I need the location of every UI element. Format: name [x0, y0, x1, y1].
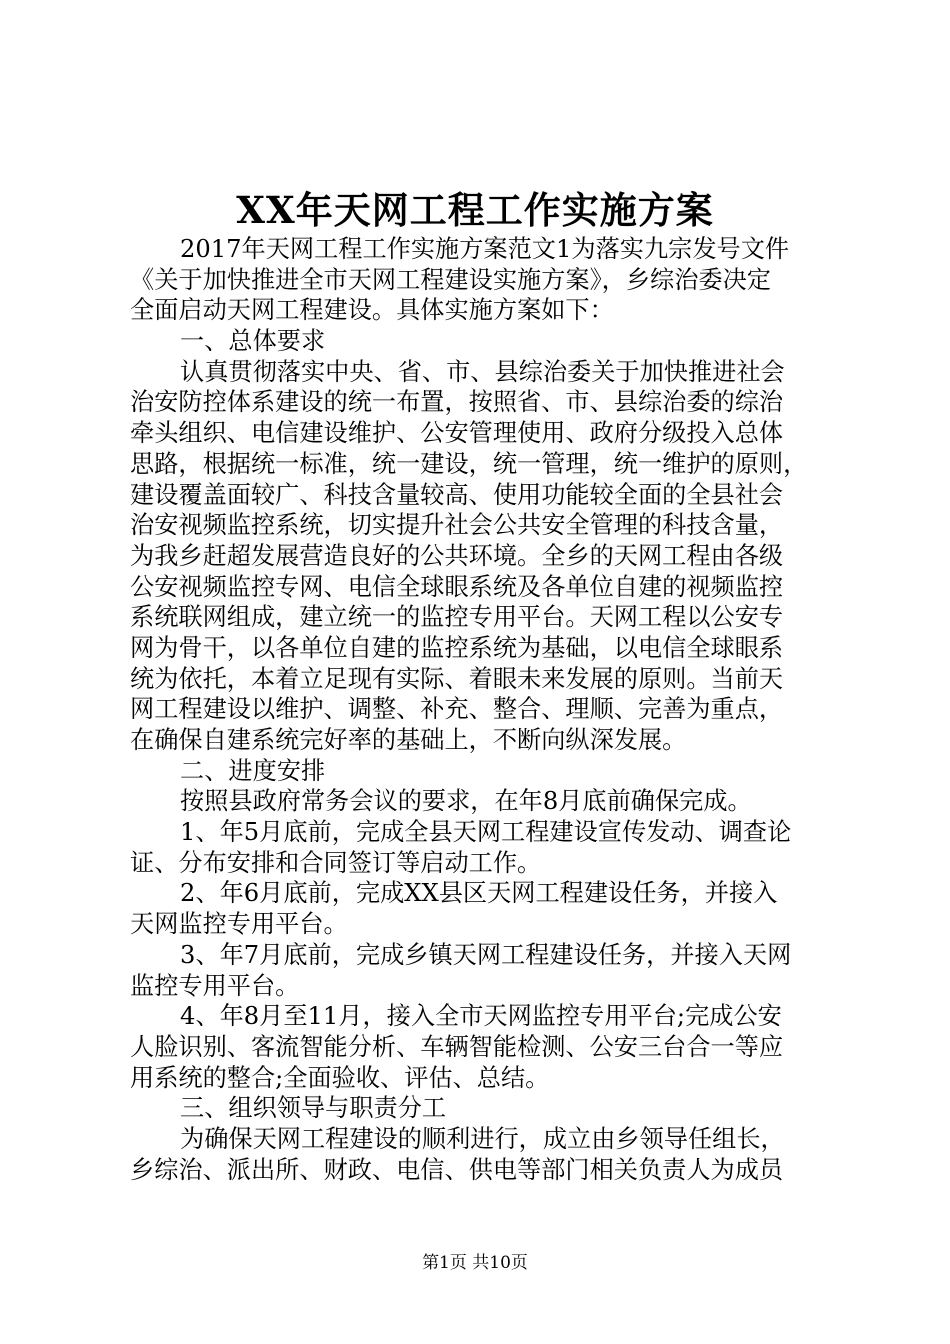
body-line: 按照县政府常务会议的要求，在年8月底前确保完成。 [180, 787, 752, 816]
body-line: 监控专用平台。 [130, 971, 300, 1000]
body-line: 一、总体要求 [180, 327, 326, 356]
page-footer: 第1页 共10页 [422, 1253, 528, 1273]
body-line: 网为骨干，以各单位自建的监控系统为基础，以电信全球眼系 [130, 633, 784, 662]
body-line: 网工程建设以维护、调整、补充、整合、理顺、完善为重点， [130, 695, 784, 724]
body-line: 系统联网组成，建立统一的监控专用平台。天网工程以公安专 [130, 603, 784, 632]
body-line: 治安防控体系建设的统一布置，按照省、市、县综治委的综治 [130, 388, 784, 417]
body-line: 证、分布安排和合同签订等启动工作。 [130, 848, 542, 877]
body-line: 治安视频监控系统，切实提升社会公共安全管理的科技含量， [130, 511, 784, 540]
body-line: 《关于加快推进全市天网工程建设实施方案》，乡综治委决定 [130, 265, 771, 294]
body-line: 二、进度安排 [180, 756, 326, 785]
body-line: 人脸识别、客流智能分析、车辆智能检测、公安三台合一等应 [130, 1032, 784, 1061]
body-line: 2017年天网工程工作实施方案范文1为落实九宗发号文件 [180, 235, 790, 263]
body-line: 建设覆盖面较广、科技含量较高、使用功能较全面的全县社会 [130, 480, 784, 509]
body-line: 1、年5月底前，完成全县天网工程建设宣传发动、调查论 [180, 818, 792, 847]
body-line: 用系统的整合;全面验收、评估、总结。 [130, 1063, 550, 1092]
body-line: 为我乡赶超发展营造良好的公共环境。全乡的天网工程由各级 [130, 541, 784, 570]
body-line: 2、年6月底前，完成XX县区天网工程建设任务，并接入 [180, 879, 778, 908]
body-line: 思路，根据统一标准，统一建设，统一管理，统一维护的原则， [130, 449, 808, 478]
document-body [130, 234, 830, 1185]
body-line: 4、年8月至11月，接入全市天网监控专用平台;完成公安 [180, 1002, 782, 1031]
body-line: 乡综治、派出所、财政、电信、供电等部门相关负责人为成员 [130, 1155, 784, 1184]
body-line: 统为依托，本着立足现有实际、着眼未来发展的原则。当前天 [130, 664, 784, 693]
body-line: 为确保天网工程建设的顺利进行，成立由乡领导任组长， [180, 1124, 785, 1153]
body-line: 天网监控专用平台。 [130, 910, 348, 939]
body-line: 三、组织领导与职责分工 [180, 1094, 447, 1123]
body-line: 牵头组织、电信建设维护、公安管理使用、政府分级投入总体 [130, 419, 784, 448]
body-line: 在确保自建系统完好率的基础上，不断向纵深发展。 [130, 726, 687, 754]
body-line: 认真贯彻落实中央、省、市、县综治委关于加快推进社会 [180, 357, 785, 386]
body-line: 3、年7月底前，完成乡镇天网工程建设任务，并接入天网 [180, 940, 792, 969]
body-line: 全面启动天网工程建设。具体实施方案如下： [130, 296, 614, 325]
document-title: XX年天网工程工作实施方案 [236, 188, 714, 232]
body-line: 公安视频监控专网、电信全球眼系统及各单位自建的视频监控 [130, 572, 784, 601]
